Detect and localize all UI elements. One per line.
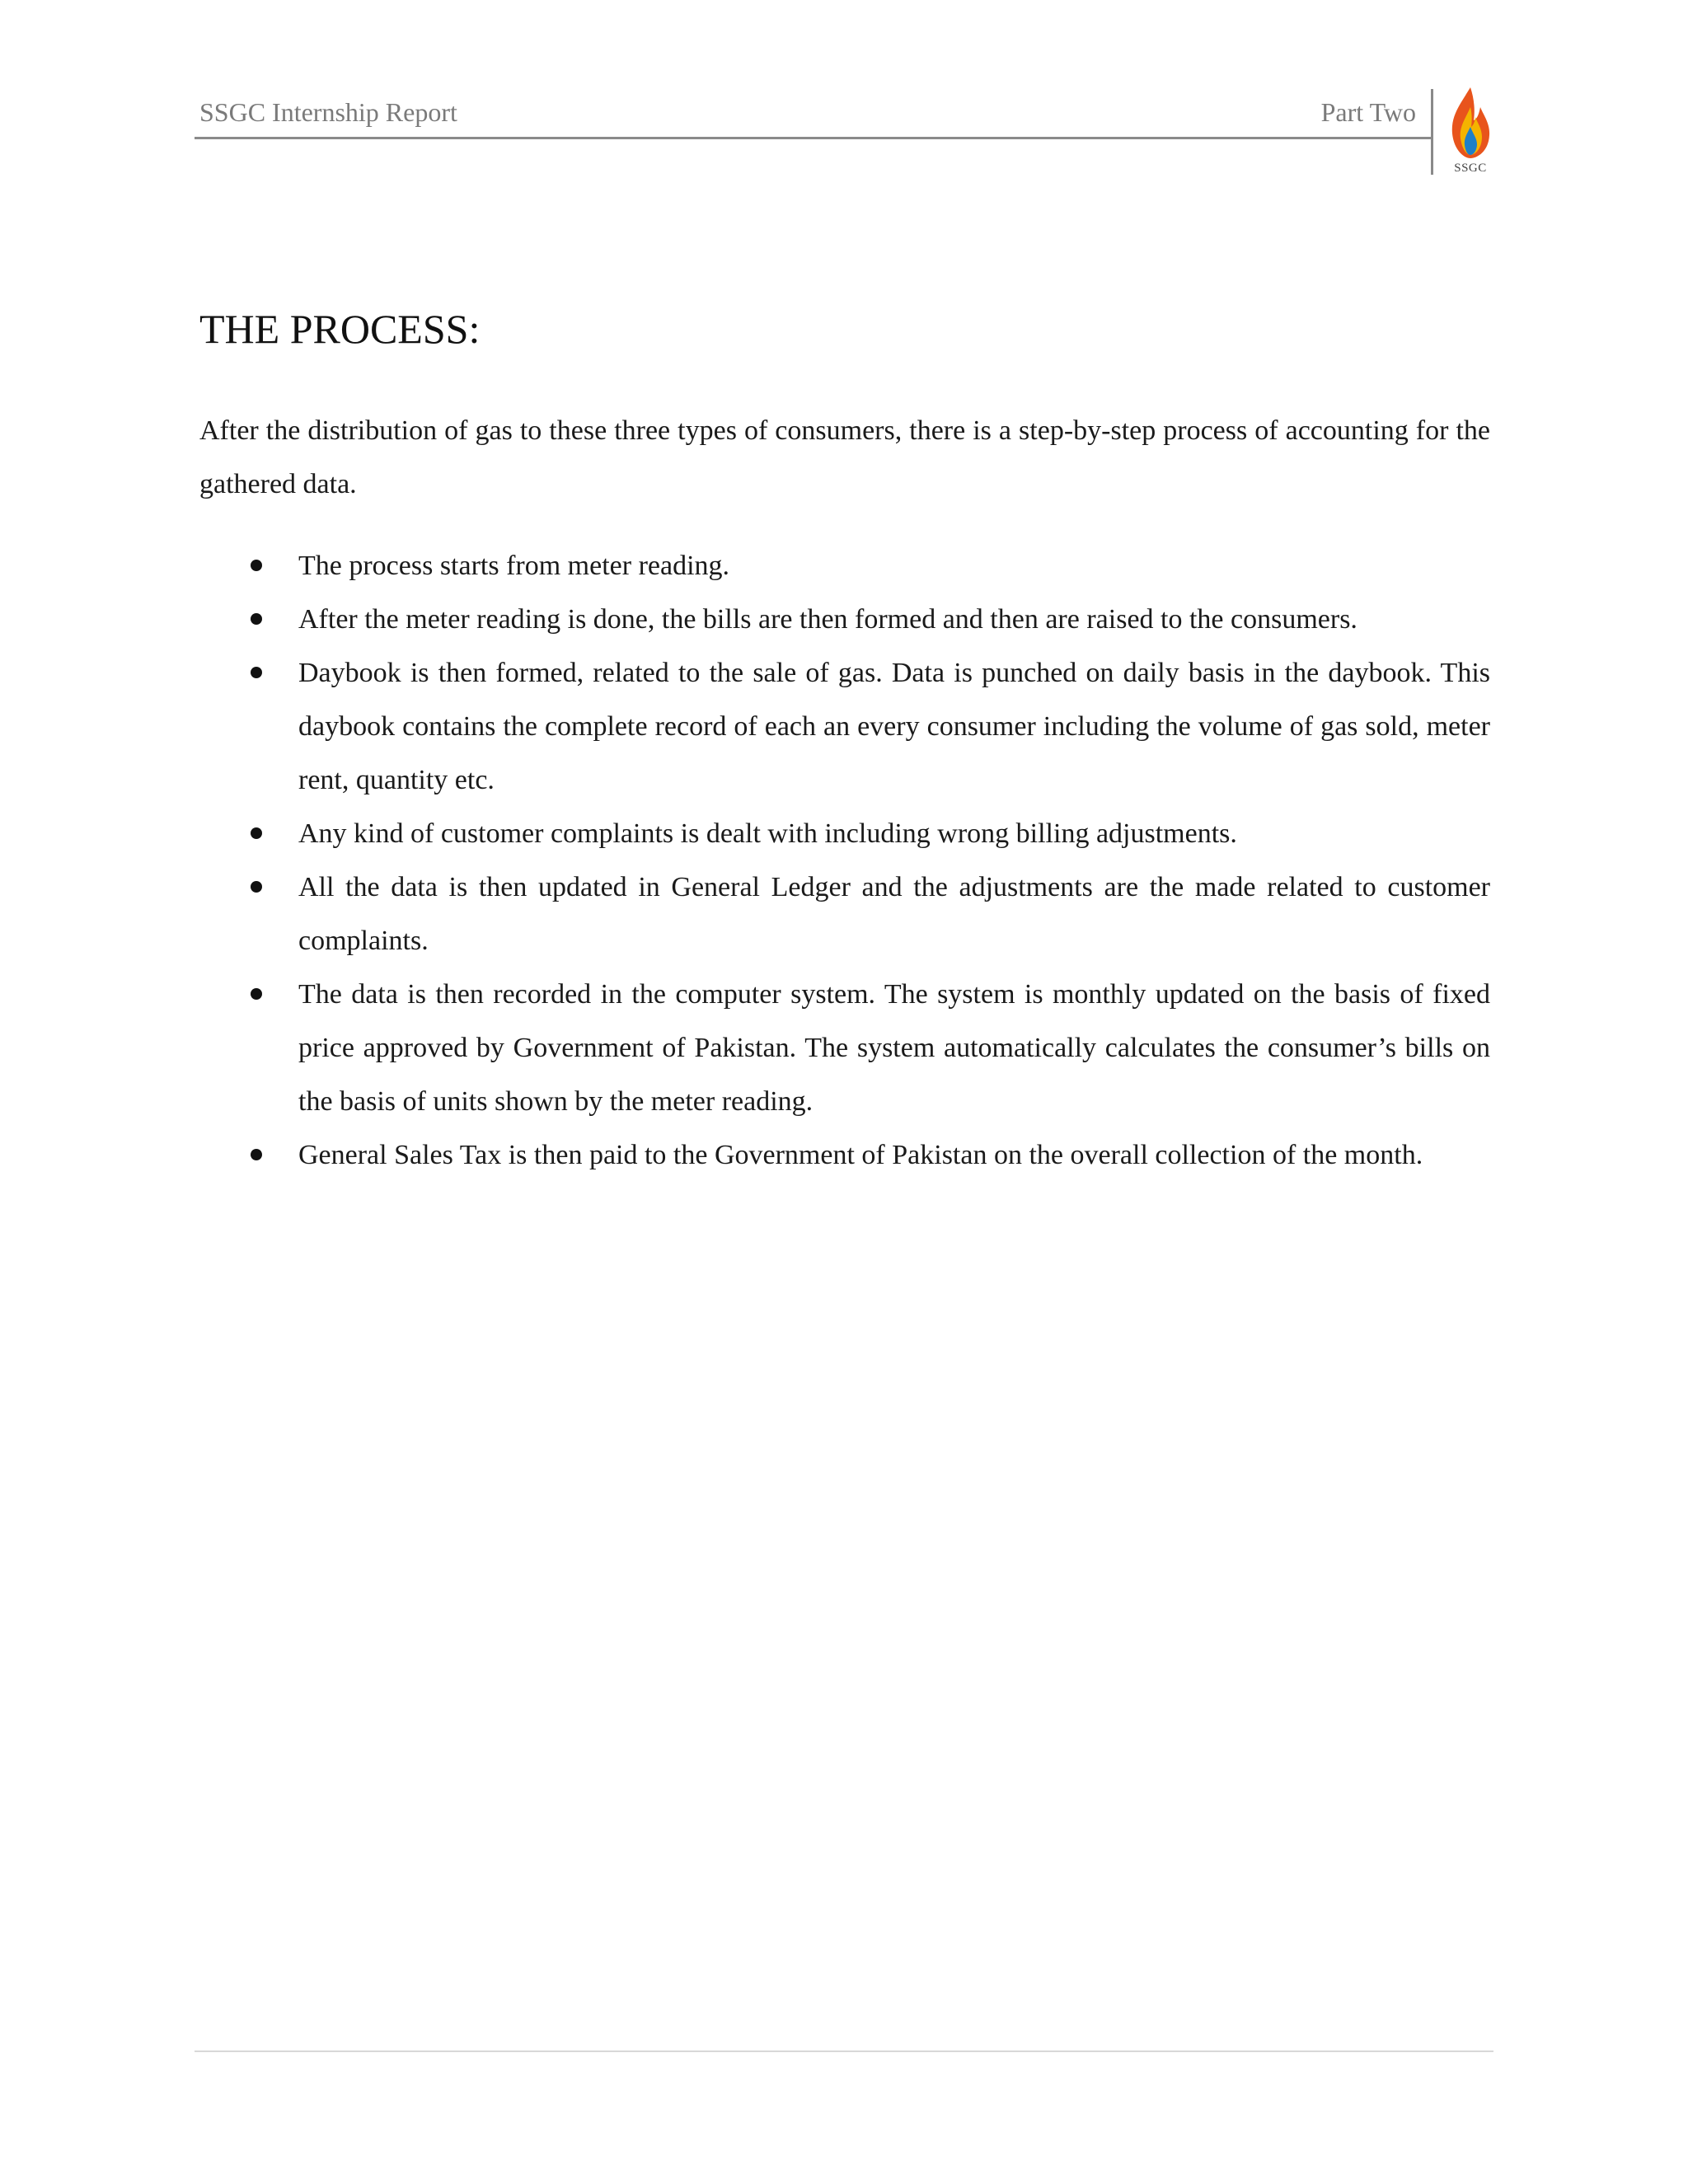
bullet-icon [251, 881, 262, 893]
intro-paragraph: After the distribution of gas to these three types of consumers, there is a step-by-step process of accounting for the gathered data. [199, 415, 1490, 499]
bullet-icon [251, 988, 262, 1000]
bullet-icon [251, 827, 262, 839]
header-vertical-divider [1431, 89, 1433, 175]
list-item-text: The process starts from meter reading. [298, 551, 730, 581]
bullet-icon [251, 1149, 262, 1160]
process-steps-list [199, 539, 1490, 1182]
bullet-icon [251, 613, 262, 625]
list-item [199, 968, 1490, 1128]
footer-divider [195, 2050, 1493, 2052]
bullet-icon [251, 667, 262, 678]
bullet-icon [251, 560, 262, 571]
list-item [199, 646, 1490, 807]
header-report-title: SSGC Internship Report [199, 97, 457, 127]
list-item-text: Any kind of customer complaints is dealt with including wrong billing adjustments. [298, 818, 1237, 849]
list-item [199, 539, 1490, 593]
list-item-text: The data is then recorded in the computer system. The system is monthly updated on the basis of fixed price approved by Government of Pakistan. The system automatically calculates the consumer’s bills on the basis of units shown by the meter reading. [298, 979, 1490, 1117]
section-title: THE PROCESS: [199, 306, 481, 352]
list-item [199, 1128, 1490, 1182]
list-item [199, 593, 1490, 646]
list-item-text: All the data is then updated in General Ledger and the adjustments are the made related to customer complaints. [298, 872, 1490, 956]
list-item [199, 860, 1490, 968]
list-item [199, 807, 1490, 860]
flame-icon [1444, 86, 1497, 162]
section-body [199, 404, 1490, 1182]
header-divider [195, 137, 1432, 139]
list-item-text: After the meter reading is done, the bills are then formed and then are raised to the consumers. [298, 604, 1357, 635]
header-part-label: Part Two [1320, 97, 1416, 127]
list-item-text: Daybook is then formed, related to the sale of gas. Data is punched on daily basis in the daybook. This daybook contains the complete record of each an every consumer including the volume of gas sold, meter rent, quantity etc. [298, 658, 1490, 795]
logo-caption: SSGC [1454, 162, 1487, 175]
list-item-text: General Sales Tax is then paid to the Government of Pakistan on the overall collection of the month. [298, 1140, 1423, 1170]
ssgc-logo [1444, 86, 1497, 178]
